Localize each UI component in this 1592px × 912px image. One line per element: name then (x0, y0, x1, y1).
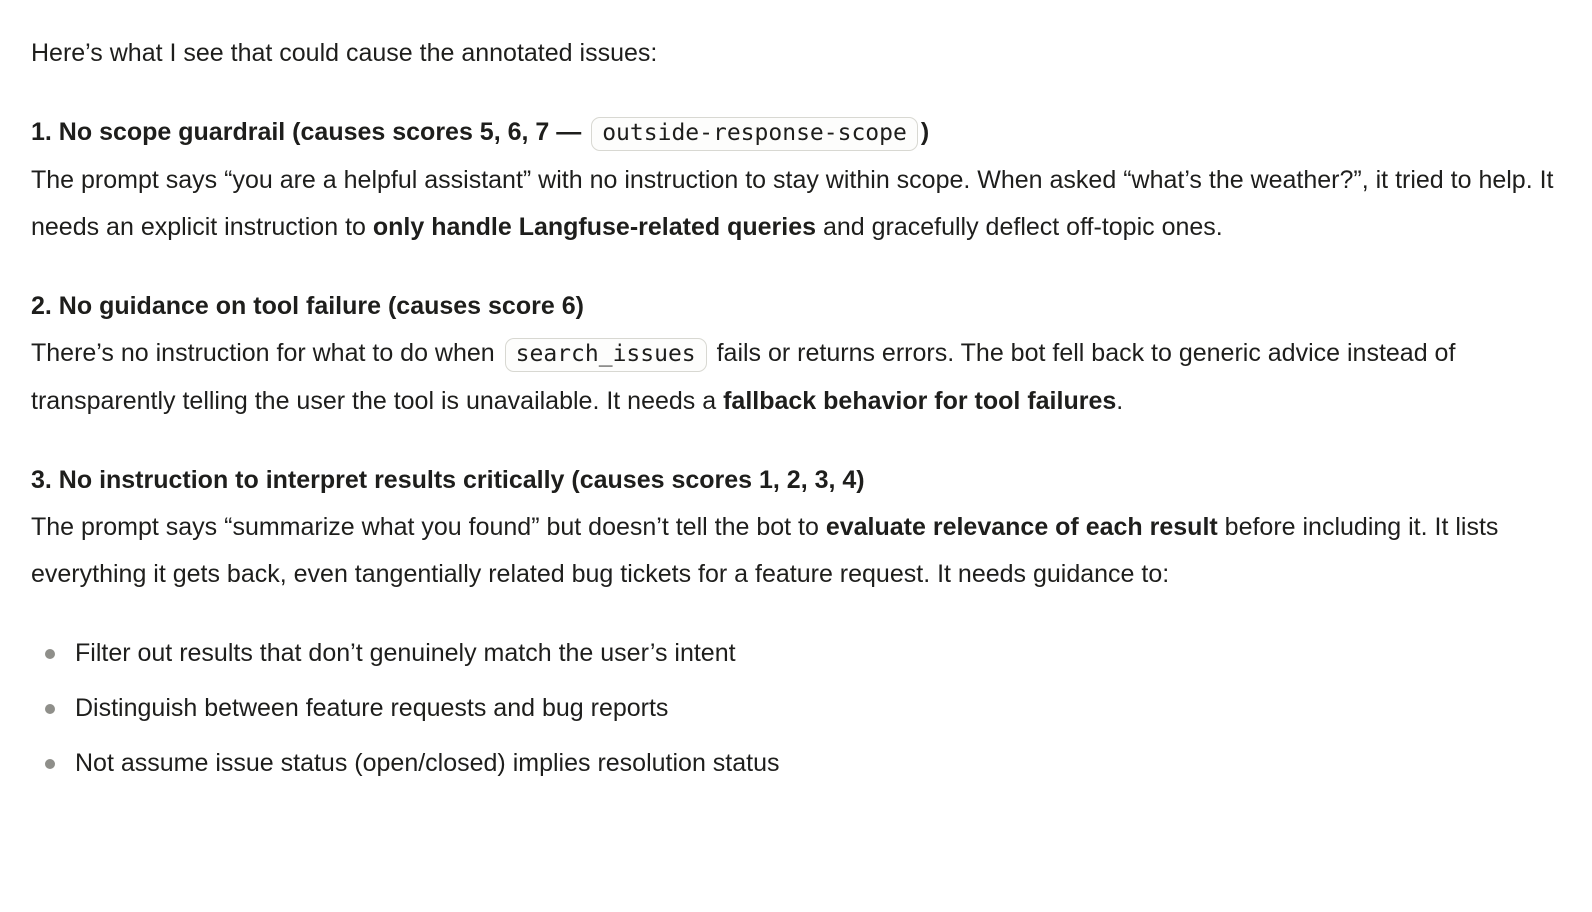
list-item (31, 740, 1561, 787)
section-3-body-text: before including it. It lists everything it gets back, even tangentially related bug tickets for a feature request. It needs guidance to: (31, 513, 1499, 588)
list-item-text: Not assume issue status (open/closed) implies resolution status (75, 749, 780, 777)
list-item-text: Filter out results that don’t genuinely match the user’s intent (75, 639, 736, 667)
section-1-body-bold: only handle Langfuse-related queries (372, 213, 817, 241)
section-2-body-text: fails or returns errors. The bot fell back to generic advice instead of transparently telling the user the tool is unavailable. It needs a (31, 339, 1456, 415)
section-scope-guardrail (31, 109, 1561, 251)
list-item (31, 685, 1561, 732)
section-1-body-text: The prompt says “you are a helpful assistant” with no instruction to stay within scope. When asked “what’s the weather?”, it tried to help. It needs an explicit instruction to (31, 166, 1554, 241)
section-1-heading-close: ) (920, 118, 930, 146)
section-2-body-bold: fallback behavior for tool failures (723, 387, 1117, 415)
list-item (31, 630, 1561, 677)
guidance-list (31, 630, 1561, 787)
bullet-icon (45, 649, 55, 659)
section-tool-failure (31, 283, 1561, 425)
section-1-body-text: and gracefully deflect off-topic ones. (816, 213, 1223, 241)
section-interpret-results (31, 457, 1561, 598)
section-3-body-bold: evaluate relevance of each result (825, 513, 1218, 541)
section-2-heading-text: 2. No guidance on tool failure (causes score 6) (31, 292, 584, 320)
section-3-heading-text: 3. No instruction to interpret results critically (causes scores 1, 2, 3, 4) (31, 466, 865, 494)
bullet-icon (45, 759, 55, 769)
intro-paragraph (31, 30, 1561, 77)
inline-code-outside-response-scope: outside-response-scope (591, 117, 918, 151)
inline-code-search-issues: search_issues (505, 338, 707, 372)
section-3-body-text: The prompt says “summarize what you found” but doesn’t tell the bot to (31, 513, 826, 541)
section-1-heading-text: 1. No scope guardrail (causes scores 5, 6, 7 — (31, 118, 589, 146)
bullet-icon (45, 704, 55, 714)
section-2-body-text: There’s no instruction for what to do when (31, 339, 502, 367)
intro-text: Here’s what I see that could cause the annotated issues: (31, 39, 658, 67)
section-2-body-text: . (1116, 387, 1124, 415)
list-item-text: Distinguish between feature requests and bug reports (75, 694, 669, 722)
